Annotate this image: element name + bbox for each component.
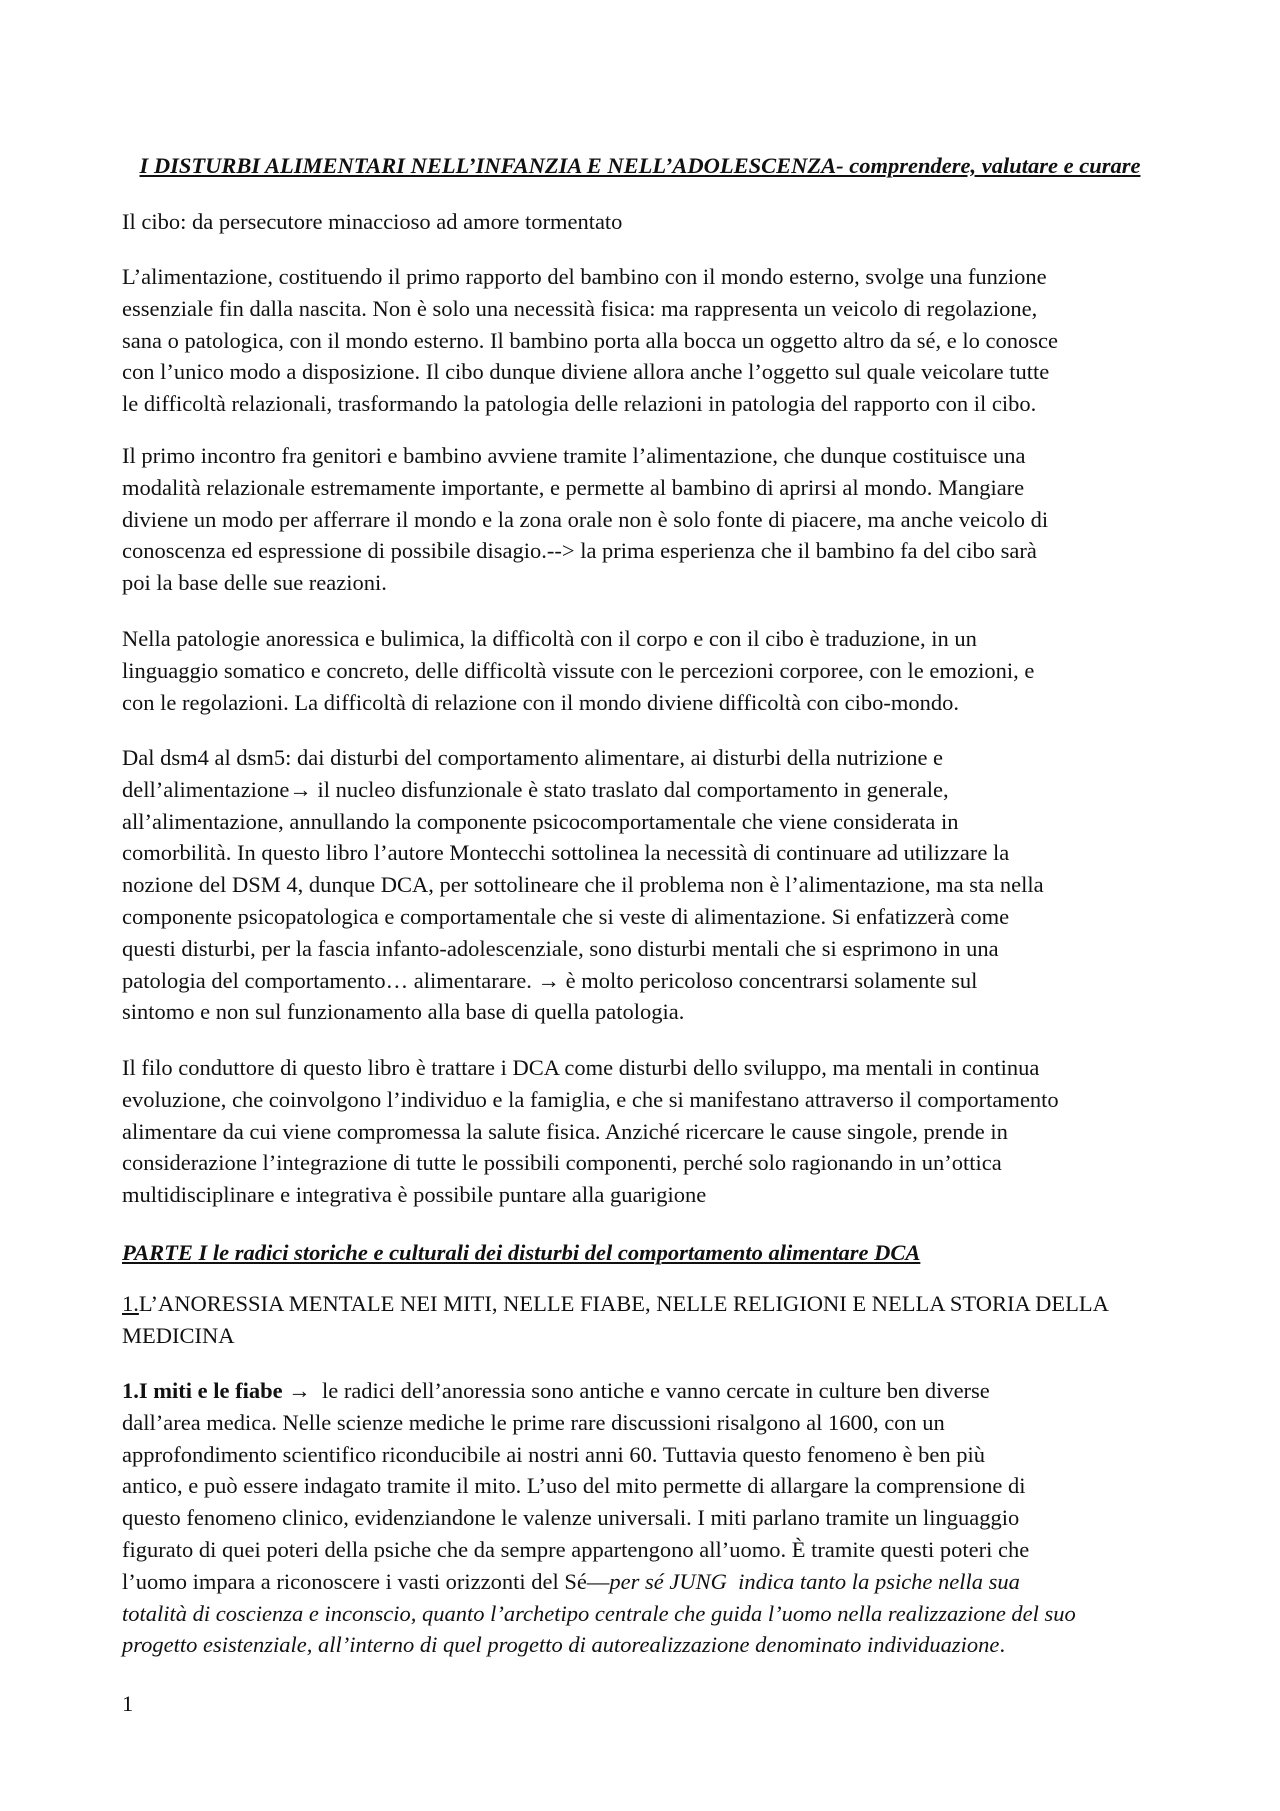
text-line: dall’area medica. Nelle scienze mediche le prime rare discussioni risalgono al 1600, con un [122, 1409, 945, 1435]
text-line: approfondimento scientifico riconducibile ai nostri anni 60. Tuttavia questo fenomeno è ben più [122, 1441, 985, 1467]
italic-segment: per sé JUNG indica tanto la psiche nella sua [609, 1568, 1020, 1594]
text-line: essenziale fin dalla nascita. Non è solo una necessità fisica: ma rappresenta un veicolo di regolazione, [122, 295, 1038, 321]
text-line: Nella patologie anoressica e bulimica, la difficoltà con il corpo e con il cibo è traduzione, in un [122, 626, 977, 651]
text-segment: le radici dell’anoressia sono antiche e vanno cercate in culture ben diverse [310, 1378, 990, 1403]
text-line: nozione del DSM 4, dunque DCA, per sottolineare che il problema non è l’alimentazione, ma sta nella [122, 872, 1044, 898]
text-line: linguaggio somatico e concreto, delle difficoltà vissute con le percezioni corporee, con le emozioni, e [122, 657, 1035, 683]
section-label: 1.I miti e le fiabe → [122, 1378, 311, 1403]
text-line: patologia del comportamento… alimentarare. → è molto pericoloso concentrarsi solamente sul [122, 967, 978, 993]
chapter-heading [122, 1288, 1182, 1352]
text-line: alimentare da cui viene compromessa la salute fisica. Anziché ricercare le cause singole, prende in [122, 1118, 1008, 1144]
italic-segment: progetto esistenziale, all’interno di quel progetto di autorealizzazione denominato individuazione [122, 1632, 1000, 1658]
text-line: L’alimentazione, costituendo il primo rapporto del bambino con il mondo esterno, svolge una funzione [122, 264, 1047, 289]
text-line: con l’unico modo a disposizione. Il cibo dunque diviene allora anche l’oggetto sul quale veicolare tutte [122, 359, 1050, 385]
chapter-title-cont: MEDICINA [122, 1322, 235, 1348]
page-number: 1 [122, 1691, 134, 1716]
text-segment: . [999, 1632, 1006, 1658]
text-line: con le regolazioni. La difficoltà di relazione con il mondo diviene difficoltà con cibo-mondo. [122, 689, 960, 715]
text-line: all’alimentazione, annullando la componente psicocomportamentale che viene considerata in [122, 808, 959, 834]
part-heading: PARTE I le radici storiche e culturali dei disturbi del comportamento alimentare DCA [122, 1240, 921, 1265]
text-line: Il primo incontro fra genitori e bambino avviene tramite l’alimentazione, che dunque costituisce una [122, 443, 1026, 468]
text-line: questi disturbi, per la fascia infanto-adolescenziale, sono disturbi mentali che si esprimono in una [122, 935, 999, 961]
document-title: I DISTURBI ALIMENTARI NELL’INFANZIA E NELL’ADOLESCENZA- comprendere, valutare e curare [139, 153, 1141, 178]
text-line: modalità relazionale estremamente importante, e permette al bambino di aprirsi al mondo. Mangiare [122, 474, 1025, 500]
text-line: antico, e può essere indagato tramite il mito. L’uso del mito permette di allargare la comprensione di [122, 1473, 1026, 1499]
chapter-title: L’ANORESSIA MENTALE NEI MITI, NELLE FIABE, NELLE RELIGIONI E NELLA STORIA DELLA [138, 1291, 1109, 1316]
text-line: questo fenomeno clinico, evidenziandone le valenze universali. I miti parlano tramite un linguaggio [122, 1505, 1020, 1531]
text-line: evoluzione, che coinvolgono l’individuo e la famiglia, e che si manifestano attraverso il comportamento [122, 1086, 1059, 1112]
paragraph-4 [122, 742, 1182, 1028]
section-paragraph [122, 1375, 1182, 1661]
text-line: componente psicopatologica e comportamentale che si veste di alimentazione. Si enfatizzerà come [122, 903, 1010, 929]
text-segment: l’uomo impara a riconoscere i vasti orizzonti del Sé— [122, 1568, 610, 1594]
text-line: considerazione l’integrazione di tutte le possibili componenti, perché solo ragionando in un’ottica [122, 1150, 1002, 1176]
text-line: conoscenza ed espressione di possibile disagio.--> la prima esperienza che il bambino fa del cibo sarà [122, 538, 1037, 564]
paragraph-2 [122, 440, 1182, 599]
paragraph-3 [122, 623, 1182, 718]
text-line: Dal dsm4 al dsm5: dai disturbi del comportamento alimentare, ai disturbi della nutrizione e [122, 745, 944, 770]
chapter-number: 1. [122, 1291, 139, 1316]
text-line: diviene un modo per afferrare il mondo e la zona orale non è solo fonte di piacere, ma anche veicolo di [122, 506, 1049, 532]
text-line: poi la base delle sue reazioni. [122, 570, 387, 596]
text-line: comorbilità. In questo libro l’autore Montecchi sottolinea la necessità di continuare ad utilizzare la [122, 840, 1010, 866]
text-line: figurato di quei poteri della psiche che da sempre appartengono all’uomo. È tramite questi poteri che [122, 1536, 1030, 1562]
italic-segment: totalità di coscienza e inconscio, quanto l’archetipo centrale che guida l’uomo nella realizzazione del suo [122, 1600, 1076, 1626]
text-line: dell’alimentazione→ il nucleo disfunzionale è stato traslato dal comportamento in generale, [122, 776, 949, 802]
text-line: Il filo conduttore di questo libro è trattare i DCA come disturbi dello sviluppo, ma mentali in continua [122, 1055, 1040, 1080]
text-line: sintomo e non sul funzionamento alla base di quella patologia. [122, 999, 685, 1025]
text-line: le difficoltà relazionali, trasformando la patologia delle relazioni in patologia del rapporto con il cibo. [122, 391, 1037, 417]
text-line: multidisciplinare e integrativa è possibile puntare alla guarigione [122, 1182, 707, 1208]
paragraph-5 [122, 1052, 1182, 1211]
text-line: sana o patologica, con il mondo esterno. Il bambino porta alla bocca un oggetto altro da sé, e lo conosce [122, 327, 1058, 353]
paragraph-1 [122, 261, 1182, 420]
subtitle: Il cibo: da persecutore minaccioso ad amore tormentato [122, 209, 623, 234]
